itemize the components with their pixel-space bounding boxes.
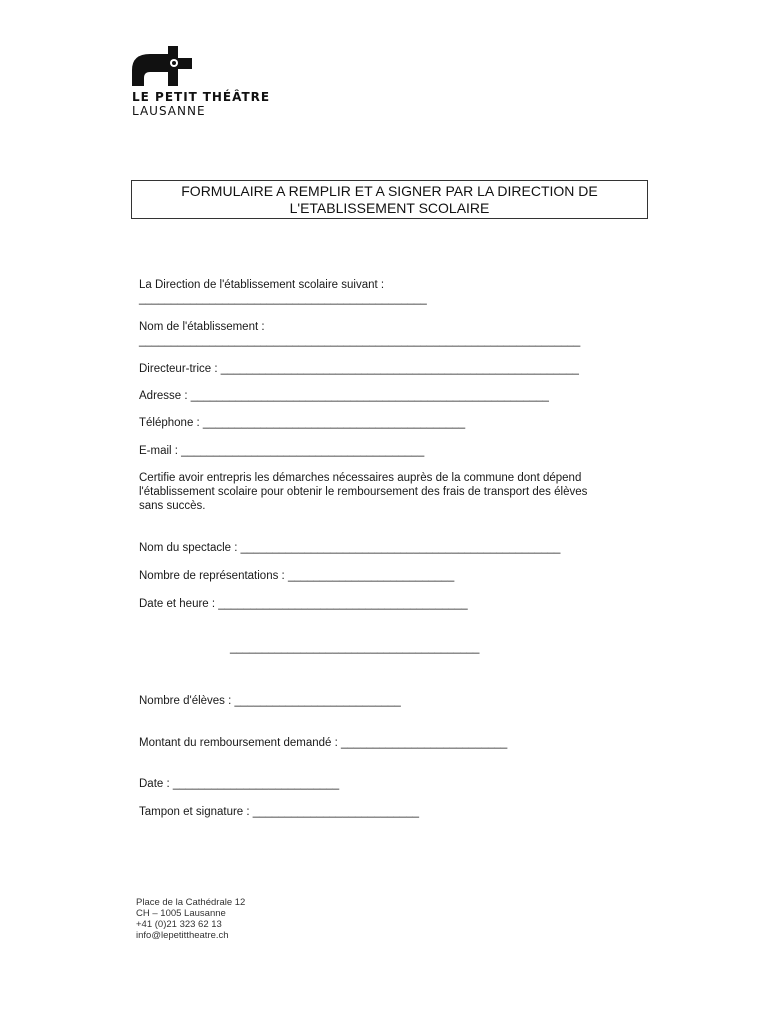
brand-logo bbox=[132, 46, 270, 118]
certification-paragraph bbox=[139, 471, 639, 513]
form-title-line1: FORMULAIRE A REMPLIR ET A SIGNER PAR LA DIRECTION DE bbox=[181, 182, 598, 199]
brand-name-line2: LAUSANNE bbox=[132, 104, 206, 118]
brand-name-line1 bbox=[132, 90, 270, 104]
email-field[interactable]: E-mail : ______________________________________ bbox=[139, 445, 425, 457]
footer-email[interactable]: info@lepetittheatre.ch bbox=[136, 930, 229, 941]
direction-blank[interactable]: _____________________________________________ bbox=[139, 293, 427, 305]
footer-phone: +41 (0)21 323 62 13 bbox=[136, 919, 222, 930]
stamp-signature-field[interactable]: Tampon et signature : __________________________ bbox=[139, 806, 420, 818]
establishment-name-label: Nom de l'établissement : bbox=[139, 321, 265, 333]
certification-line2: l'établissement scolaire pour obtenir le remboursement des frais de transport des élèves bbox=[139, 486, 588, 498]
establishment-name-blank[interactable]: _____________________________________________________________________ bbox=[139, 335, 581, 347]
footer-city: CH – 1005 Lausanne bbox=[136, 908, 226, 919]
certification-line3: sans succès. bbox=[139, 500, 206, 512]
form-title-line2: L'ETABLISSEMENT SCOLAIRE bbox=[289, 199, 490, 216]
performances-count-field[interactable]: Nombre de représentations : __________________________ bbox=[139, 570, 455, 582]
certification-line1: Certifie avoir entrepris les démarches nécessaires auprès de la commune dont dépend bbox=[139, 472, 582, 484]
form-title-box bbox=[131, 180, 648, 219]
date-time-field-2[interactable]: _______________________________________ bbox=[230, 642, 480, 654]
phone-field[interactable]: Téléphone : _________________________________________ bbox=[139, 417, 466, 429]
refund-amount-field[interactable]: Montant du remboursement demandé : __________________________ bbox=[139, 737, 508, 749]
director-field[interactable]: Directeur-trice : ________________________________________________________ bbox=[139, 363, 579, 375]
students-count-field[interactable]: Nombre d'élèves : __________________________ bbox=[139, 695, 401, 707]
footer-contact bbox=[136, 897, 245, 941]
address-field[interactable]: Adresse : ________________________________________________________ bbox=[139, 390, 549, 402]
direction-label: La Direction de l'établissement scolaire suivant : bbox=[139, 279, 385, 291]
theatre-mark-icon bbox=[132, 46, 196, 86]
show-name-field[interactable]: Nom du spectacle : __________________________________________________ bbox=[139, 542, 561, 554]
brand-theatre: THÉÂTRE bbox=[202, 90, 271, 104]
brand-le-petit: LE PETIT bbox=[132, 90, 198, 104]
date-field[interactable]: Date : __________________________ bbox=[139, 778, 340, 790]
date-time-field[interactable]: Date et heure : _______________________________________ bbox=[139, 598, 468, 610]
footer-address: Place de la Cathédrale 12 bbox=[136, 897, 246, 908]
